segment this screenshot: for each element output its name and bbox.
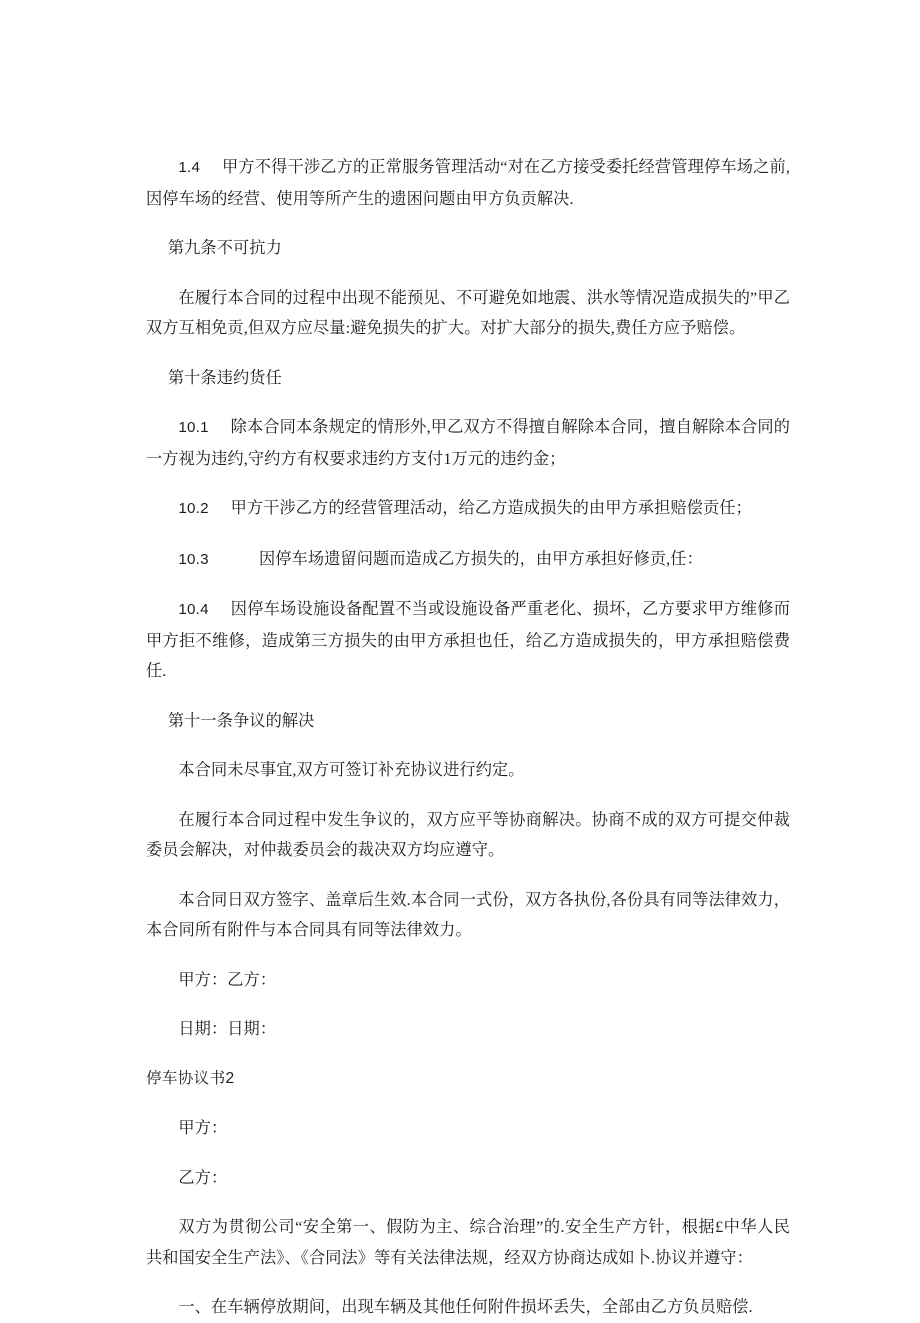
section-heading-9-label: 第九条不可抗力: [167, 239, 282, 257]
document-text-column: [146, 152, 790, 1323]
clause-paragraph-1-4: [146, 152, 790, 214]
clause-text-10-4: 因停车场设施设备配置不当或设施设备严重老化、损坏，乙方要求甲方维修而甲方拒不维修，造成第三方损失的由甲方承担也任，给乙方造成损失的，甲方承担赔偿费任.: [146, 600, 790, 680]
clause-number-1-4: 1.4: [178, 159, 201, 176]
clause-number-10-3: 10.3: [178, 550, 209, 568]
clause-text-10-3: 因停车场遗留问题而造成乙方损失的，由甲方承担好修贡,任：: [258, 549, 703, 568]
subdocument-item-1: 一、在车辆停放期间，出现车辆及其他任何附件损坏丢失，全部由乙方负员赔偿.: [178, 1298, 753, 1316]
subdocument-party-a-line: 甲方：: [178, 1119, 228, 1137]
clause-paragraph-10-1: [146, 412, 790, 474]
section-heading-11: [146, 706, 790, 737]
clause-paragraph-10-3: [146, 544, 790, 576]
clause-number-10-2: 10.2: [178, 500, 209, 517]
section-heading-11-label: 第十一条争议的解决: [167, 711, 315, 730]
section-body-9: 在履行本合同的过程中出现不能预见、不可避免如地震、洪水等情况造成损失的”甲乙双方互相免贡,但双方应尽量:避免损失的扩大。对扩大部分的损失,费任方应予赔偿。: [146, 288, 790, 337]
clause-number-10-4: 10.4: [178, 601, 209, 618]
clause-text-1-4: 甲方不得干涉乙方的正常服务管理活动“对在乙方接受委托经营管理停车场之前,因停车场的经营、使用等所产生的遗困问题由甲方负贡解决.: [146, 158, 790, 208]
section-heading-10: [146, 363, 790, 394]
section-heading-10-label: 第十条违约货任: [167, 368, 282, 387]
section-heading-9: [146, 233, 790, 264]
subdocument-title: 停车协议书2: [146, 1069, 235, 1087]
section-body-11-c: 本合同日双方签字、盖章后生效.本合同一式份，双方各执份,各份具有同等法律效力，本合同所有附件与本合同具有同等法律效力。: [146, 890, 790, 939]
signature-line-parties: 甲方：乙方：: [178, 970, 277, 989]
clause-text-10-1: 除本合同本条规定的情形外,甲乙双方不得擅自解除本合同，擅自解除本合同的一方视为违约,守约方有权要求违约方支付1万元的违约金；: [146, 418, 790, 468]
clause-text-10-2: 甲方干涉乙方的经营管理活动，给乙方造成损失的由甲方承担赔偿贡任；: [230, 499, 752, 517]
signature-line-dates: 日期：日期：: [178, 1020, 277, 1038]
section-body-11-b: 在履行本合同过程中发生争议的，双方应平等协商解决。协商不成的双方可提交仲裁委员会解决，对仲裁委员会的裁决双方均应遵守。: [146, 810, 790, 859]
clause-paragraph-10-2: [146, 493, 790, 525]
subdocument-party-b-line: 乙方：: [178, 1168, 228, 1187]
clause-paragraph-10-4: [146, 594, 790, 687]
subdocument-preamble: 双方为贯彻公司“安全第一、假防为主、综合治理”的.安全生产方针，根据£中华人民共和国安全生产法》、《合同法》等有关法律法规，经双方协商达成如卜.协议并遵守：: [146, 1218, 790, 1267]
clause-number-10-1: 10.1: [178, 419, 209, 436]
section-body-11-a: 本合同未尽事宜,双方可签订补充协议进行约定。: [178, 761, 525, 779]
